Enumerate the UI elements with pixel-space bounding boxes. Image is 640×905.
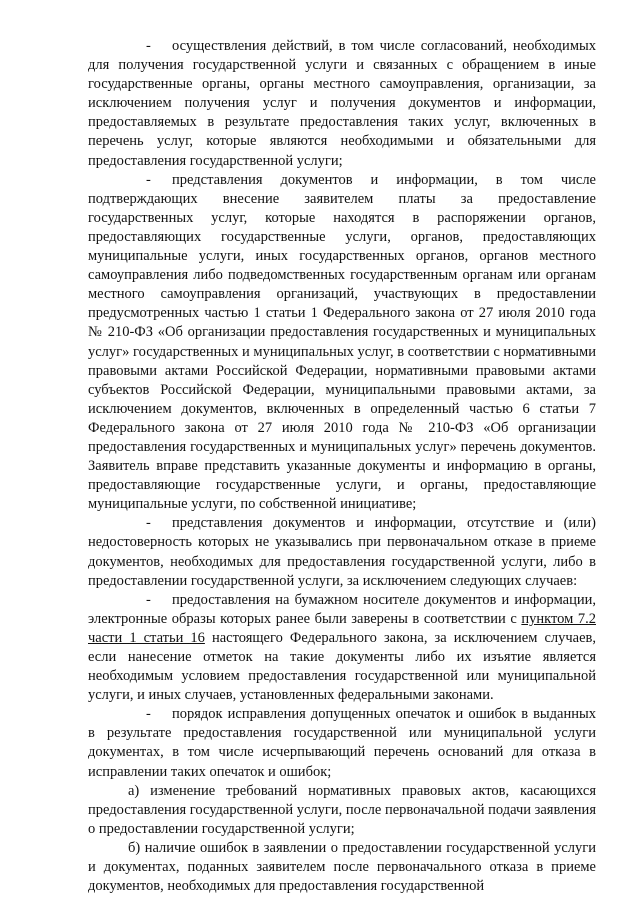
list-dash: - — [146, 171, 151, 188]
paragraph-initial-refusal — [88, 514, 596, 590]
list-dash: - — [146, 706, 151, 723]
list-item-b: б) наличие ошибок в заявлении о предоставлении государственной услуги и документах, поданных заявителем после первоначального отказа в приеме документов, необходимых для предоставления государственной — [88, 839, 596, 895]
list-item-a: а) изменение требований нормативных правовых актов, касающихся предоставления государственной услуги, после первоначальной подачи заявления о предоставлении государственной услуги; — [88, 782, 596, 837]
paragraph-actions-approvals — [88, 37, 596, 171]
law-reference-link[interactable]: пунктом 7.2 части 1 статьи 16 — [88, 610, 596, 646]
list-dash: - — [146, 38, 151, 54]
document-page — [88, 37, 596, 896]
paragraph-text: представления документов и информации, в том числе подтверждающих внесение заявителем платы за предоставление государственных услуг, которые находятся в распоряжении органов, предоставляющих государственные услуги, органов, предоставляющих муниципальные услуги, иных государственных органов, органов местного самоуправления либо подведомственных государственным органам или органам местного самоуправления организаций, участвующих в предоставлении предусмотренных частью 1 статьи 1 Федерального закона от 27 июля 2010 года № 210-ФЗ «Об организации предоставления государственных и муниципальных услуг» государственных и муниципальных услуг, в соответствии с нормативными правовыми актами Российской Федерации, нормативными правовыми актами субъектов Российской Федерации, муниципальными правовыми актами, за исключением документов, включенных в определенный частью 6 статьи 7 Федерального закона от 27 июля 2010 года № 210-ФЗ «Об организации предоставления государственных и муниципальных услуг» перечень документов. Заявитель вправе представить указанные документы и информацию в органы, предоставляющие государственные услуги, и органы, предоставляющие муниципальные услуги, по собственной инициативе; — [88, 171, 596, 513]
paragraph-text-after-link: настоящего Федерального закона, за исключением случаев, если нанесение отметок на такие документы либо их изъятие является необходимым условием предоставления государственной или муниципальной услуги, и иных случаев, установленных федеральными законами. — [88, 629, 596, 704]
paragraph-error-correction — [88, 705, 596, 781]
list-dash: - — [146, 515, 151, 532]
paragraph-text-before-link: предоставления на бумажном носителе документов и информации, электронные образы которых ранее были заверены в соответствии с — [88, 591, 596, 627]
paragraph-text: порядок исправления допущенных опечаток и ошибок в выданных в результате предоставления государственной или муниципальной услуги документах, в том числе исчерпывающий перечень оснований для отказа в исправлении таких опечаток и ошибок; — [88, 706, 596, 780]
paragraph-text: представления документов и информации, отсутствие и (или) недостоверность которых не указывались при первоначальном отказе в приеме документов, необходимых для предоставления государственной услуги, либо в предоставлении государственной услуги, за исключением следующих случаев: — [88, 515, 596, 589]
list-dash: - — [146, 591, 151, 608]
paragraph-text: осуществления действий, в том числе согласований, необходимых для получения государственной услуги и связанных с обращением в иные государственные органы, органы местного самоуправления, организации, за исключением получения услуг и получения документов и информации, предоставляемых в результате предоставления таких услуг, включенных в перечень услуг, которые являются необходимыми и обязательными для предоставления государственной услуги; — [88, 38, 596, 169]
paragraph-documents-information — [88, 171, 596, 515]
paragraph-paper-documents — [88, 591, 596, 706]
